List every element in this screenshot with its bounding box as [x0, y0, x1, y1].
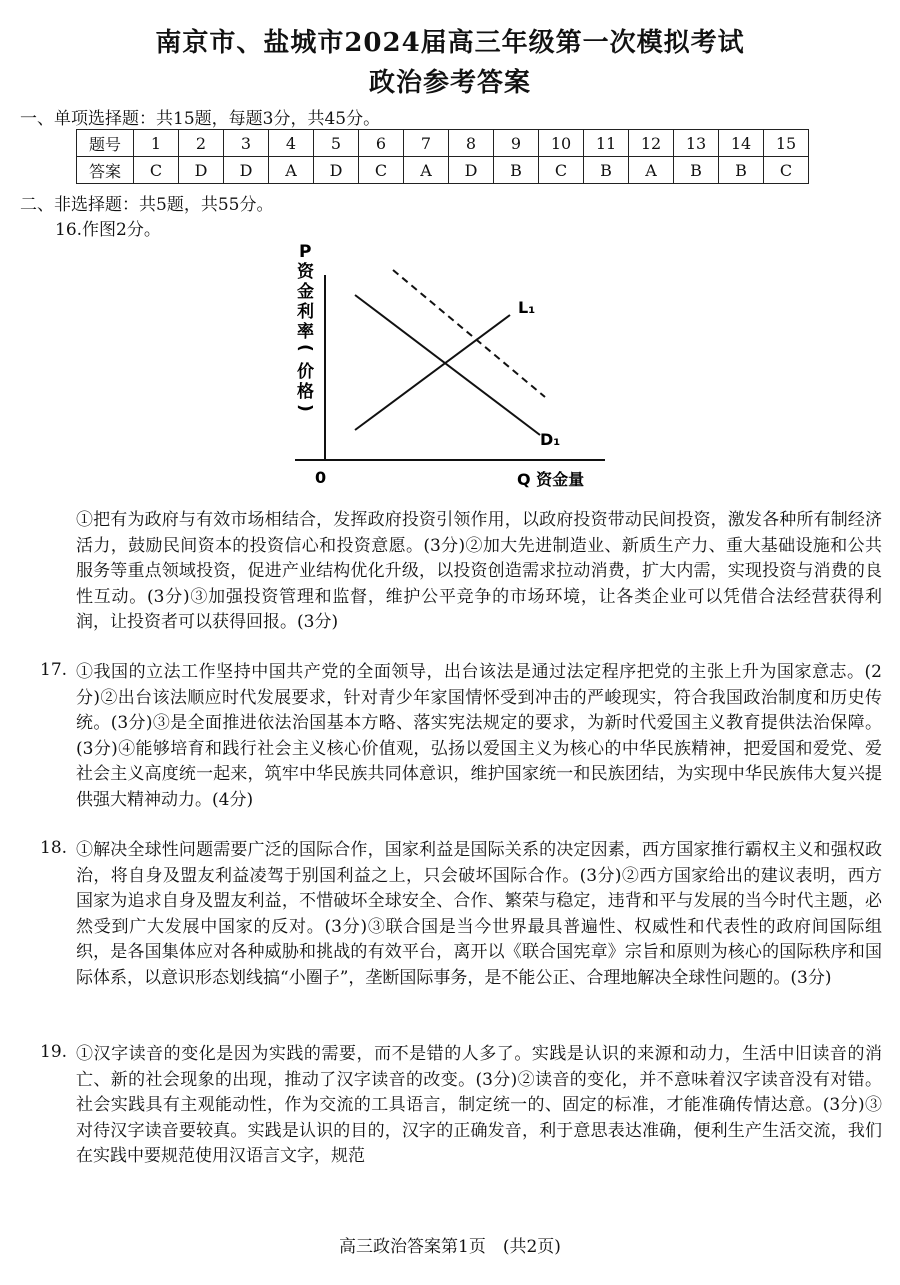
question-17-answer: ①我国的立法工作坚持中国共产党的全面领导，出台该法是通过法定程序把党的主张上升为国家意志。(2分)②出台该法顺应时代发展要求，针对青少年家国情怀受到冲击的严峻现实，符合我国政治制度和历史传统。(3分)③是全面推进依法治国基本方略、落实宪法规定的要求，为新时代爱国主义教育提供法治保障。(3分)④能够培育和践行社会主义核心价值观，弘扬以爱国主义为核心的中华民族精神，把爱国和爱党、爱社会主义高度统一起来，筑牢中华民族共同体意识，维护国家统一和民族团结，为实现中华民族伟大复兴提供强大精神动力。(4分) — [76, 662, 882, 810]
y-axis-label-char: 资 — [297, 262, 314, 282]
section-heading-choice: 一、单项选择题：共15题，每题3分，共45分。 — [20, 109, 381, 129]
question-number-cell: 3 — [224, 130, 269, 157]
supply-curve-l1 — [355, 315, 510, 430]
page-footer: 高三政治答案第1页 (共2页) — [339, 1237, 561, 1257]
answer-table — [76, 129, 809, 184]
answer-cell: D — [179, 157, 224, 184]
page-title: 南京市、盐城市2024届高三年级第一次模拟考试 — [155, 28, 745, 58]
answer-cell: B — [584, 157, 629, 184]
y-axis-label-char: 利 — [297, 302, 314, 322]
answer-cell: A — [404, 157, 449, 184]
question-number-cell: 5 — [314, 130, 359, 157]
curve-d1-label: D₁ — [540, 430, 561, 449]
table-row-label: 题号 — [77, 130, 134, 157]
question-number-cell: 12 — [629, 130, 674, 157]
y-axis-label-char: ) — [295, 404, 315, 412]
question-number-cell: 11 — [584, 130, 629, 157]
page-subtitle: 政治参考答案 — [368, 68, 531, 98]
answer-cell: A — [629, 157, 674, 184]
answer-cell: A — [269, 157, 314, 184]
question-number-cell: 14 — [719, 130, 764, 157]
table-row — [77, 157, 809, 184]
question-number: 17. — [40, 660, 68, 680]
question-number-cell: 7 — [404, 130, 449, 157]
curve-l1-label: L₁ — [518, 298, 536, 317]
answer-cell: D — [314, 157, 359, 184]
answer-cell: D — [224, 157, 269, 184]
shifted-demand-curve — [393, 270, 545, 397]
origin-label: 0 — [315, 468, 327, 487]
question-number-cell: 6 — [359, 130, 404, 157]
y-axis-label-char: 格 — [297, 382, 314, 402]
question-number-cell: 2 — [179, 130, 224, 157]
answer-cell: C — [764, 157, 809, 184]
question-18-answer: ①解决全球性问题需要广泛的国际合作，国家利益是国际关系的决定因素，西方国家推行霸权主义和强权政治，将自身及盟友利益凌驾于别国利益之上，只会破坏国际合作。(3分)②西方国家给出的建议表明，西方国家为追求自身及盟友利益，不惜破坏全球安全、合作、繁荣与稳定，违背和平与发展的当今时代主题，必然受到广大发展中国家的反对。(3分)③联合国是当今世界最具普遍性、权威性和代表性的政府间国际组织，是各国集体应对各种威胁和挑战的有效平台，离开以《联合国宪章》宗旨和原则为核心的国际秩序和国际体系，以意识形态划线搞“小圈子”，垄断国际事务，是不能公正、合理地解决全球性问题的。(3分) — [76, 840, 882, 988]
answer-cell: B — [674, 157, 719, 184]
section-heading-essay: 二、非选择题：共5题，共55分。 — [20, 195, 274, 215]
answer-cell: B — [494, 157, 539, 184]
question-number: 19. — [40, 1042, 68, 1062]
table-row — [77, 130, 809, 157]
answer-cell: B — [719, 157, 764, 184]
question-number: 18. — [40, 838, 68, 858]
answer-cell: D — [449, 157, 494, 184]
question-number-cell: 1 — [134, 130, 179, 157]
y-axis-label-char: ( — [295, 344, 315, 352]
question-19-answer: ①汉字读音的变化是因为实践的需要，而不是错的人多了。实践是认识的来源和动力，生活中旧读音的消亡、新的社会现象的出现，推动了汉字读音的改变。(3分)②读音的变化，并不意味着汉字读音没有对错。社会实践具有主观能动性，作为交流的工具语言，制定统一的、固定的标准，才能准确传情达意。(3分)③对待汉字读音要较真。实践是认识的目的，汉字的正确发音，利于意思表达准确，便利生产生活交流，我们在实践中要规范使用汉语言文字，规范 — [76, 1044, 882, 1167]
question-number-cell: 10 — [539, 130, 584, 157]
y-axis-label-char: 价 — [297, 362, 314, 382]
question-number-cell: 4 — [269, 130, 314, 157]
question-number-cell: 13 — [674, 130, 719, 157]
answer-cell: C — [359, 157, 404, 184]
question-number-cell: 8 — [449, 130, 494, 157]
y-axis-label-char: 金 — [297, 282, 314, 302]
answer-cell: C — [134, 157, 179, 184]
question-16-answer: ①把有为政府与有效市场相结合，发挥政府投资引领作用，以政府投资带动民间投资，激发各种所有制经济活力，鼓励民间资本的投资信心和投资意愿。(3分)②加大先进制造业、新质生产力、重大基础设施和公共服务等重点领域投资，促进产业结构优化升级，以投资创造需求拉动消费，扩大内需，实现投资与消费的良性互动。(3分)③加强投资管理和监督，维护公平竞争的市场环境，让各类企业可以凭借合法经营获得利润，让投资者可以获得回报。(3分) — [76, 510, 882, 633]
supply-demand-graph — [285, 235, 615, 495]
table-row-label: 答案 — [77, 157, 134, 184]
question-16-intro: 16.作图2分。 — [55, 220, 161, 240]
y-axis-label — [295, 261, 315, 412]
question-number-cell: 9 — [494, 130, 539, 157]
x-axis-label: Q 资金量 — [517, 470, 585, 489]
y-axis-p-label: P — [299, 242, 312, 262]
y-axis-label-char: 率 — [297, 322, 314, 342]
question-number-cell: 15 — [764, 130, 809, 157]
demand-curve-d1 — [355, 295, 540, 435]
answer-cell: C — [539, 157, 584, 184]
